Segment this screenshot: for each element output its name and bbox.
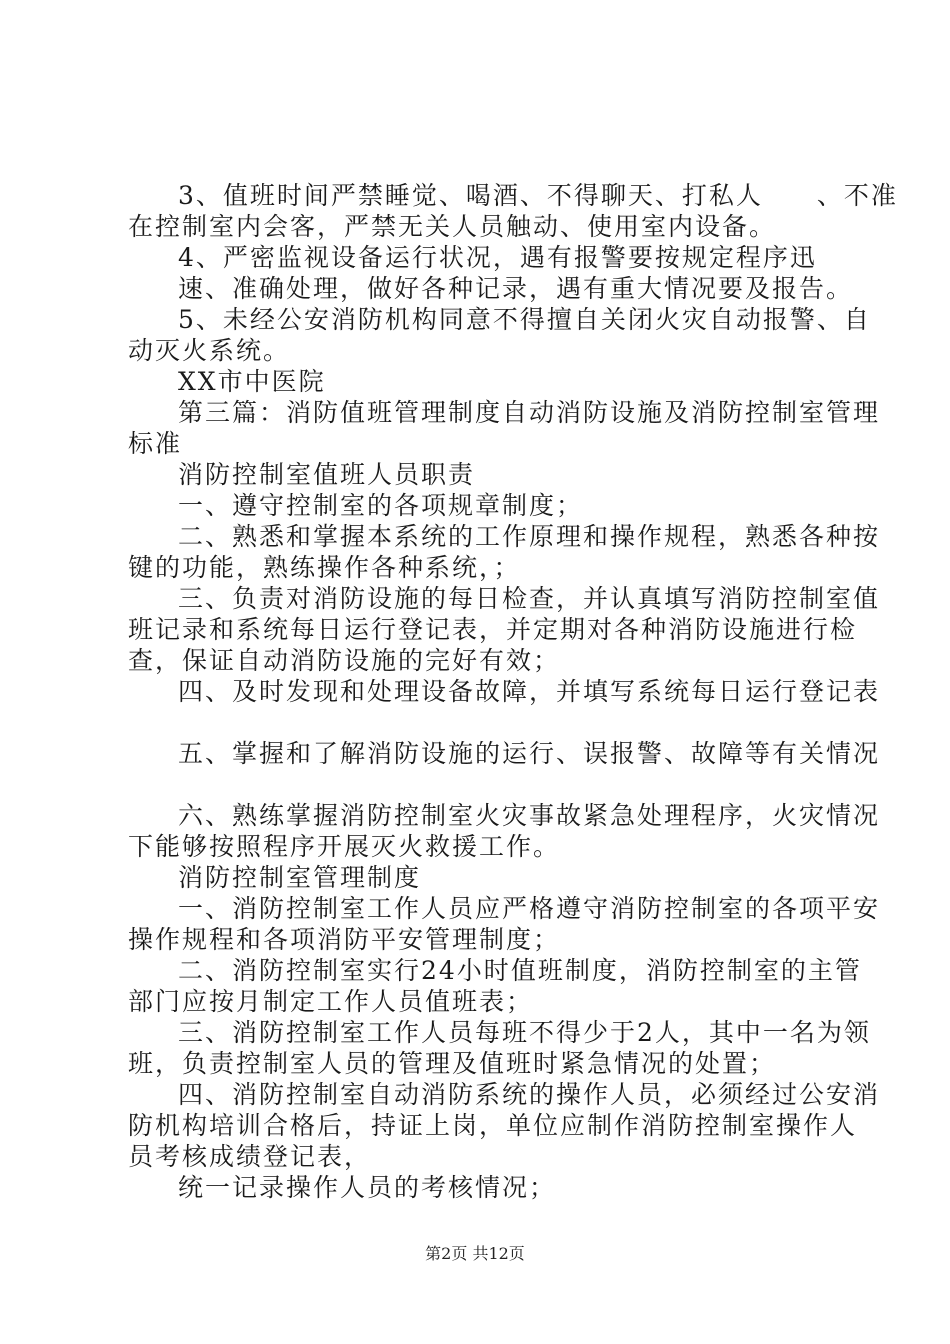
text-line: 查，保证自动消防设施的完好有效； — [128, 646, 561, 675]
text-line: 下能够按照程序开展灭火救援工作。 — [128, 832, 561, 861]
text-line: 速、准确处理，做好各种记录，遇有重大情况要及报告。 — [178, 274, 854, 303]
text-line: 五、掌握和了解消防设施的运行、误报警、故障等有关情况 — [178, 739, 881, 768]
text-line: 四、消防控制室自动消防系统的操作人员，必须经过公安消 — [178, 1080, 881, 1109]
text-line: 一、消防控制室工作人员应严格遵守消防控制室的各项平安 — [178, 894, 881, 923]
text-line: 操作规程和各项消防平安管理制度； — [128, 925, 561, 954]
text-line: 员考核成绩登记表， — [128, 1142, 372, 1171]
signature-org: XX市中医院 — [178, 367, 326, 396]
text-line: 防机构培训合格后，持证上岗，单位应制作消防控制室操作人 — [128, 1111, 858, 1140]
text-line: 部门应按月制定工作人员值班表； — [128, 987, 534, 1016]
text-line: 动灭火系统。 — [128, 336, 291, 365]
text-line: 三、消防控制室工作人员每班不得少于2人，其中一名为领 — [178, 1018, 871, 1047]
subheading: 消防控制室管理制度 — [178, 863, 422, 892]
text-line: 六、熟练掌握消防控制室火灾事故紧急处理程序，火灾情况 — [178, 801, 881, 830]
text-line: 3、值班时间严禁睡觉、喝酒、不得聊天、打私人 、不准 — [178, 181, 898, 210]
text-line: 二、熟悉和掌握本系统的工作原理和操作规程，熟悉各种按 — [178, 522, 881, 551]
page-number-footer: 第2页 共12页 — [425, 1244, 525, 1263]
text-line: 二、消防控制室实行24小时值班制度，消防控制室的主管 — [178, 956, 862, 985]
text-line: 班，负责控制室人员的管理及值班时紧急情况的处置； — [128, 1049, 777, 1078]
text-line: 4、严密监视设备运行状况，遇有报警要按规定程序迅 — [178, 243, 817, 272]
text-line: 三、负责对消防设施的每日检查，并认真填写消防控制室值 — [178, 584, 881, 613]
text-line: 5、未经公安消防机构同意不得擅自关闭火灾自动报警、自 — [178, 305, 871, 334]
text-line: 四、及时发现和处理设备故障，并填写系统每日运行登记表 — [178, 677, 881, 706]
section-title: 第三篇：消防值班管理制度自动消防设施及消防控制室管理 — [178, 398, 881, 427]
text-line: 在控制室内会客，严禁无关人员触动、使用室内设备。 — [128, 212, 777, 241]
section-title-cont: 标准 — [128, 429, 183, 458]
text-line: 班记录和系统每日运行登记表，并定期对各种消防设施进行检 — [128, 615, 858, 644]
text-line: 一、遵守控制室的各项规章制度； — [178, 491, 584, 520]
text-line: 统一记录操作人员的考核情况； — [178, 1173, 557, 1202]
subheading: 消防控制室值班人员职责 — [178, 460, 476, 489]
text-line: 键的功能，熟练操作各种系统，； — [128, 553, 521, 582]
